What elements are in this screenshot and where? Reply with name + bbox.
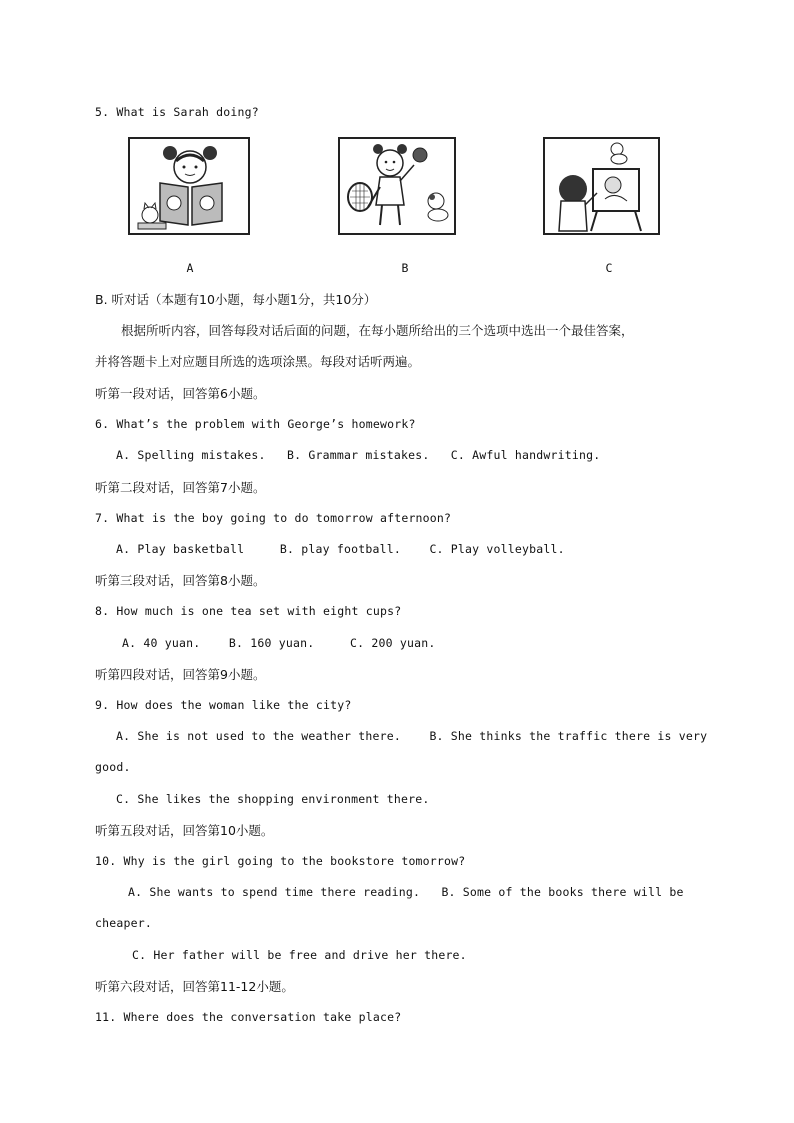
picture-c-painting — [543, 137, 660, 235]
question-10-options-line-2: cheaper. — [95, 916, 152, 930]
girl-tennis-illustration — [340, 139, 454, 233]
section-b-title: B. 听对话（本题有10小题，每小题1分，共10分） — [95, 292, 377, 307]
question-9-options-line-1: A. She is not used to the weather there. B. She thinks the traffic there is very — [116, 729, 708, 743]
picture-c-label: C — [605, 261, 613, 275]
question-11: 11. Where does the conversation take place? — [95, 1010, 402, 1024]
ball-icon — [413, 148, 427, 162]
segment-6-heading: 听第六段对话，回答第11-12小题。 — [95, 979, 294, 994]
picture-a-label: A — [186, 261, 194, 275]
girl-reading-illustration — [130, 139, 248, 233]
segment-1-heading: 听第一段对话，回答第6小题。 — [95, 386, 266, 401]
question-10-option-c: C. Her father will be free and drive her there. — [132, 948, 467, 962]
question-9-option-c: C. She likes the shopping environment there. — [116, 792, 430, 806]
section-b-instruction-2: 并将答题卡上对应题目所选的选项涂黑。每段对话听两遍。 — [95, 354, 421, 369]
question-10: 10. Why is the girl going to the bookstore tomorrow? — [95, 854, 466, 868]
segment-2-heading: 听第二段对话，回答第7小题。 — [95, 480, 266, 495]
question-6-options: A. Spelling mistakes. B. Grammar mistakes. C. Awful handwriting. — [116, 448, 601, 462]
question-8: 8. How much is one tea set with eight cups? — [95, 604, 402, 618]
question-5: 5. What is Sarah doing? — [95, 105, 259, 119]
picture-a-reading — [128, 137, 250, 235]
segment-3-heading: 听第三段对话，回答第8小题。 — [95, 573, 266, 588]
question-6: 6. What’s the problem with George’s homework? — [95, 417, 416, 431]
question-7: 7. What is the boy going to do tomorrow afternoon? — [95, 511, 452, 525]
picture-b-tennis — [338, 137, 456, 235]
segment-4-heading: 听第四段对话，回答第9小题。 — [95, 667, 266, 682]
girl-painting-illustration — [545, 139, 658, 233]
section-b-instruction-1: 根据所听内容，回答每段对话后面的问题，在每小题所给出的三个选项中选出一个最佳答案， — [121, 323, 634, 338]
question-9-options-line-2: good. — [95, 760, 131, 774]
question-9: 9. How does the woman like the city? — [95, 698, 352, 712]
question-10-options-line-1: A. She wants to spend time there reading. B. Some of the books there will be — [128, 885, 684, 899]
segment-5-heading: 听第五段对话，回答第10小题。 — [95, 823, 274, 838]
question-7-options: A. Play basketball B. play football. C. Play volleyball. — [116, 542, 565, 556]
question-8-options: A. 40 yuan. B. 160 yuan. C. 200 yuan. — [122, 636, 436, 650]
picture-b-label: B — [401, 261, 409, 275]
